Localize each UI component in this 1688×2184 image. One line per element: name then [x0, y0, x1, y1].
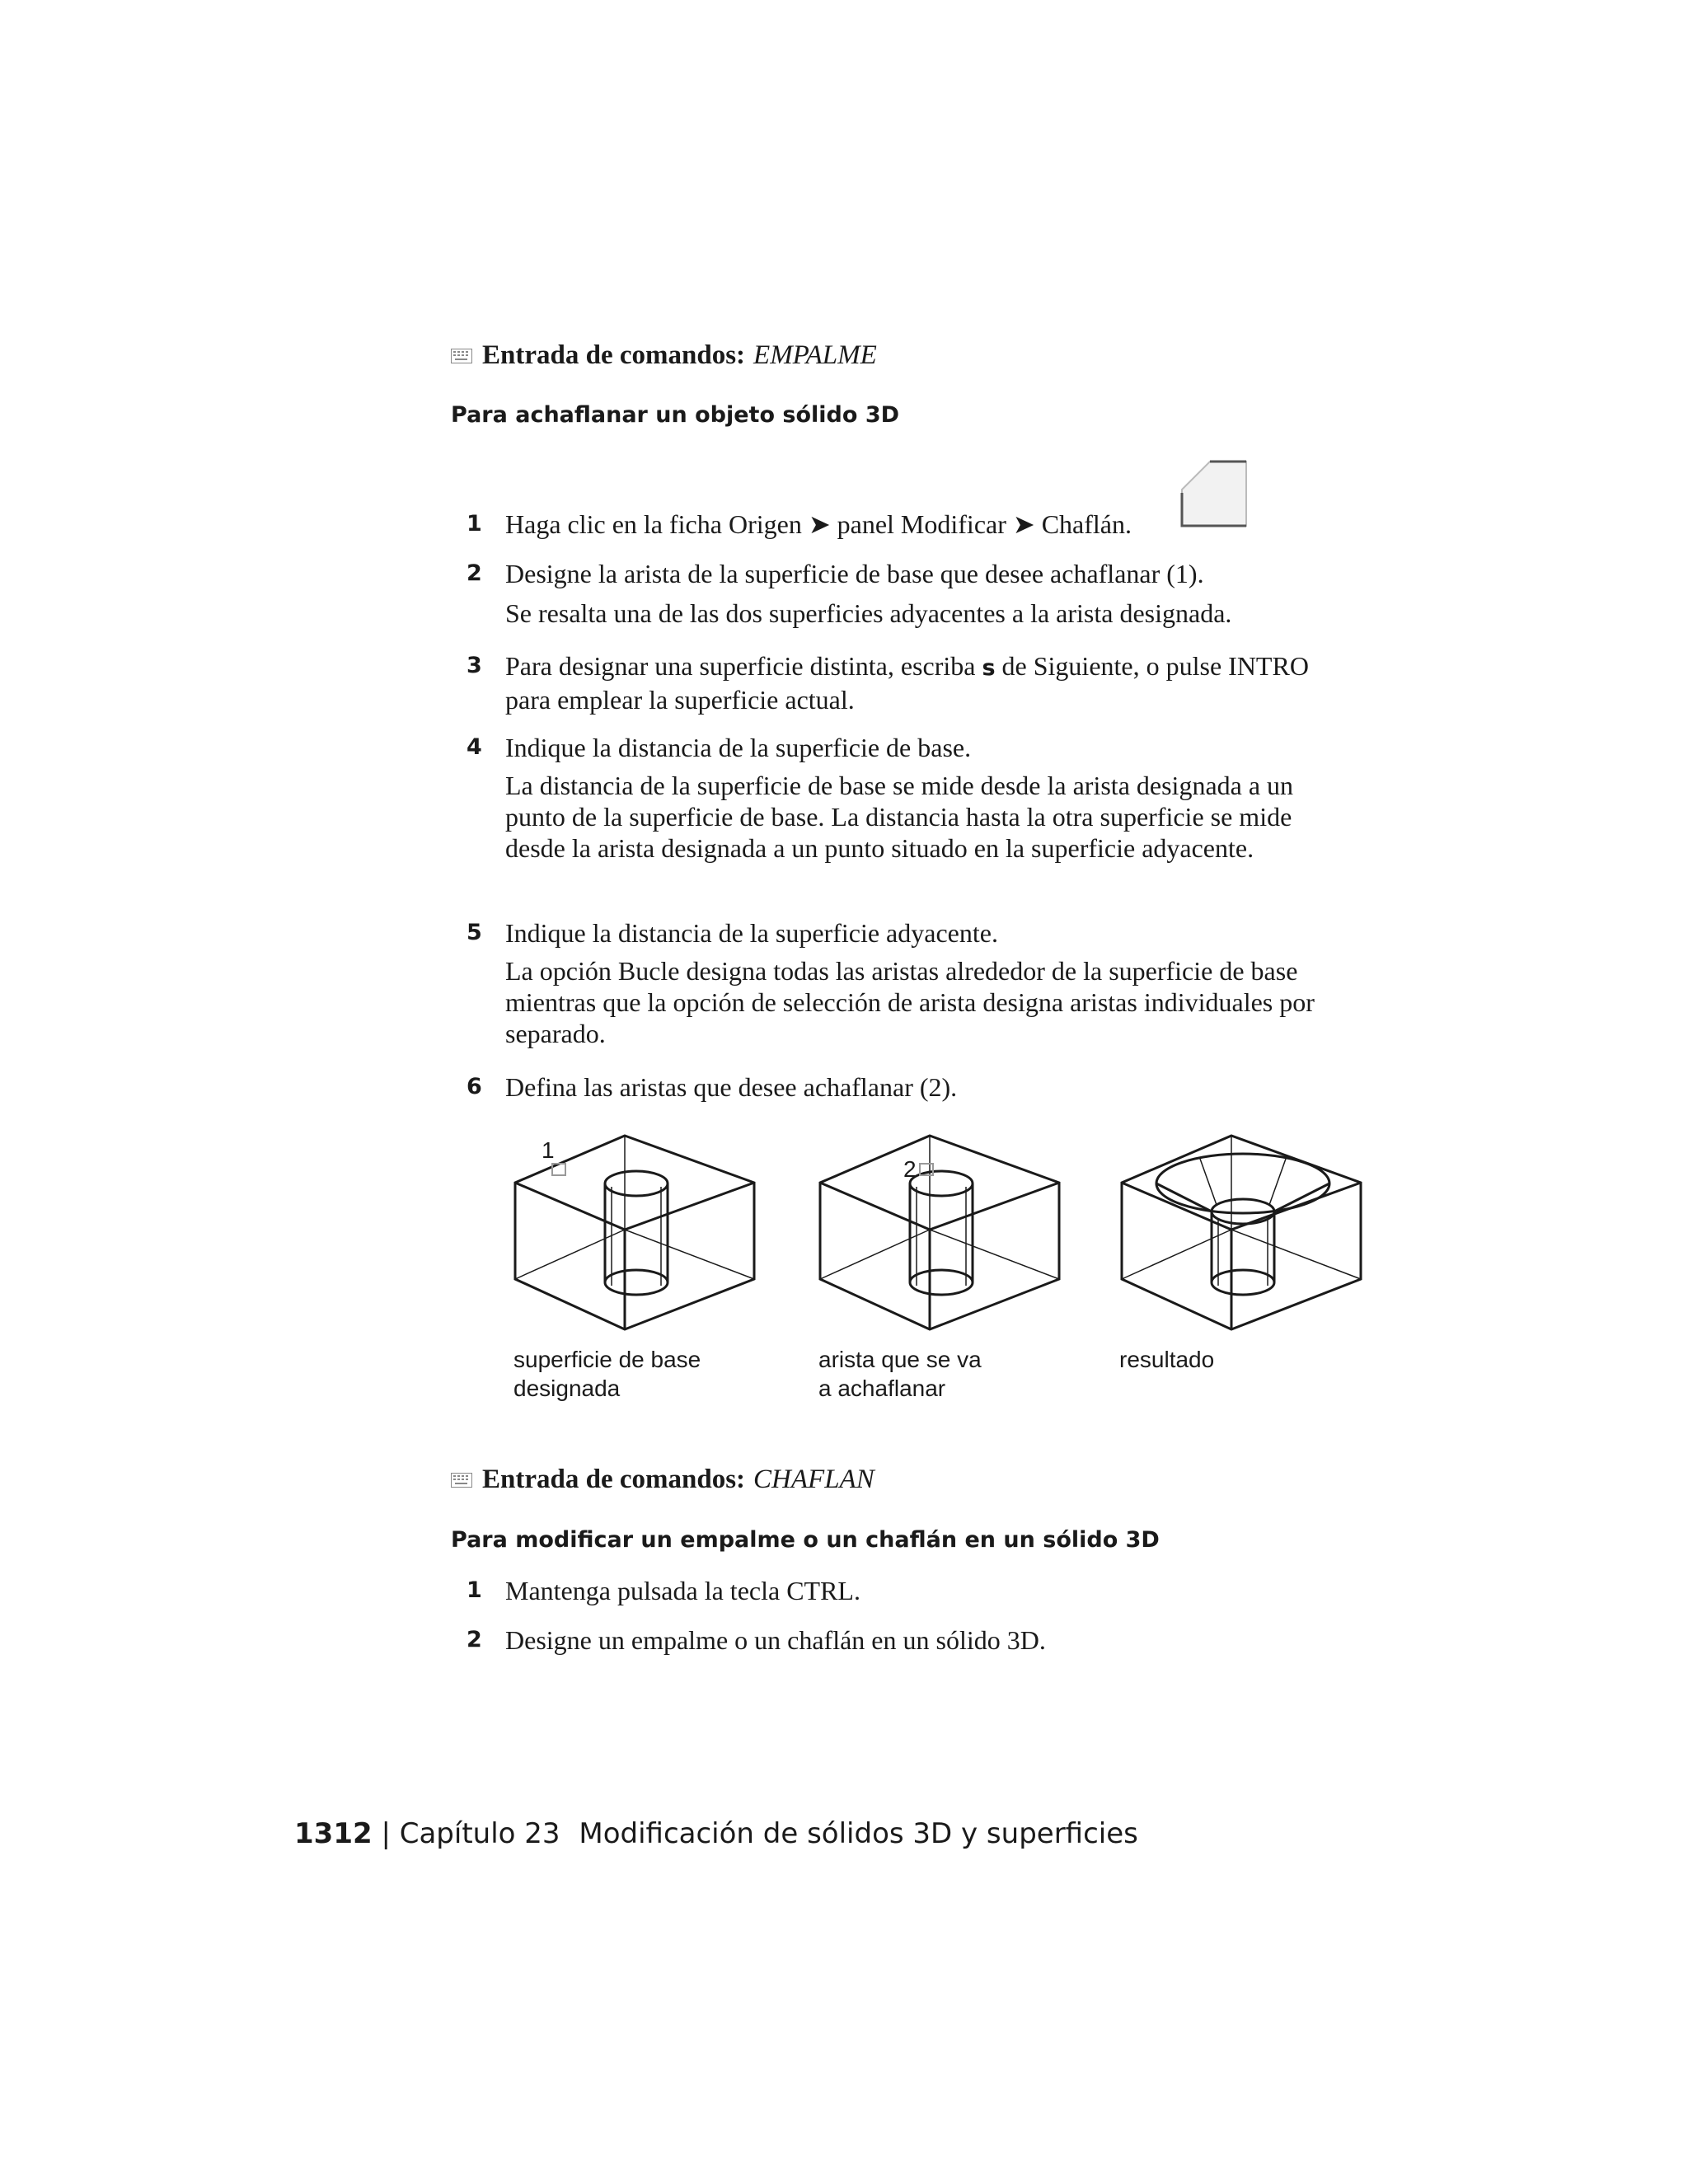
step-text: Mantenga pulsada la tecla CTRL.	[505, 1576, 860, 1605]
key-letter: s	[982, 655, 996, 681]
procedure-title: Para achaflanar un objeto sólido 3D	[451, 402, 900, 428]
command-entry-value: EMPALME	[753, 340, 877, 370]
step-text: Indique la distancia de la superficie adyacente.	[505, 918, 998, 948]
step-1	[467, 509, 1373, 540]
step-1	[467, 1575, 1373, 1606]
step-text: Para designar una superficie distinta, escriba s de Siguiente, o pulse INTRO para emplear la superficie actual.	[505, 651, 1309, 715]
step-subtext: La opción Bucle designa todas las aristas alrededor de la superficie de base mientras que la opción de selección de arista designa aristas individuales por separado.	[505, 956, 1315, 1048]
step-subtext: Se resalta una de las dos superficies adyacentes a la arista designada.	[505, 598, 1232, 628]
step-5	[467, 917, 1340, 1049]
step-number: 3	[467, 653, 482, 678]
step-4	[467, 732, 1340, 864]
page-number: 1312	[294, 1817, 373, 1850]
command-entry-label: Entrada de comandos:	[482, 1465, 746, 1494]
solid-box-3	[1122, 1136, 1361, 1329]
command-entry-empalme	[451, 340, 877, 371]
marker-2: 2	[903, 1156, 917, 1182]
procedure-title: Para modificar un empalme o un chaflán en un sólido 3D	[451, 1527, 1160, 1553]
marker-1: 1	[542, 1137, 555, 1163]
step-text: Designe un empalme o un chaflán en un sólido 3D.	[505, 1625, 1046, 1655]
step-number: 1	[467, 511, 482, 537]
step-subtext: La distancia de la superficie de base se mide desde la arista designada a un punto de la superficie de base. La distancia hasta la otra superficie se mide desde la arista designada a un punto situado en la superficie adyacente.	[505, 771, 1294, 863]
step-3	[467, 650, 1340, 715]
solid-box-2	[820, 1136, 1059, 1329]
caption-3: resultado	[1119, 1347, 1215, 1372]
command-entry-chaflan	[451, 1465, 874, 1495]
step-number: 5	[467, 920, 482, 945]
step-number: 2	[467, 560, 482, 586]
step-number: 6	[467, 1074, 482, 1099]
keyboard-icon	[451, 349, 472, 363]
chapter-title: Modificación de sólidos 3D y superficies	[579, 1817, 1138, 1850]
step-number: 2	[467, 1627, 482, 1652]
step-6	[467, 1071, 1373, 1103]
step-text: Defina las aristas que desee achaflanar (2).	[505, 1072, 958, 1102]
chapter-number: Capítulo 23	[399, 1817, 560, 1850]
solid-box-1	[515, 1136, 754, 1329]
page-footer	[294, 1817, 1138, 1850]
step-number: 1	[467, 1577, 482, 1603]
caption-2: arista que se va a achaflanar	[818, 1347, 982, 1401]
keyboard-icon	[451, 1473, 472, 1488]
step-2	[467, 1624, 1373, 1656]
step-text: Haga clic en la ficha Origen ➤ panel Modificar ➤ Chaflán.	[505, 509, 1132, 539]
step-text: Designe la arista de la superficie de base que desee achaflanar (1).	[505, 559, 1204, 588]
step-number: 4	[467, 734, 482, 760]
caption-1: superficie de base designada	[513, 1347, 701, 1401]
command-entry-label: Entrada de comandos:	[482, 340, 746, 370]
step-2	[467, 558, 1373, 629]
command-entry-value: CHAFLAN	[753, 1465, 874, 1494]
chamfer-illustration	[503, 1129, 1385, 1343]
step-text: Indique la distancia de la superficie de base.	[505, 733, 972, 762]
footer-separator: |	[381, 1817, 391, 1850]
